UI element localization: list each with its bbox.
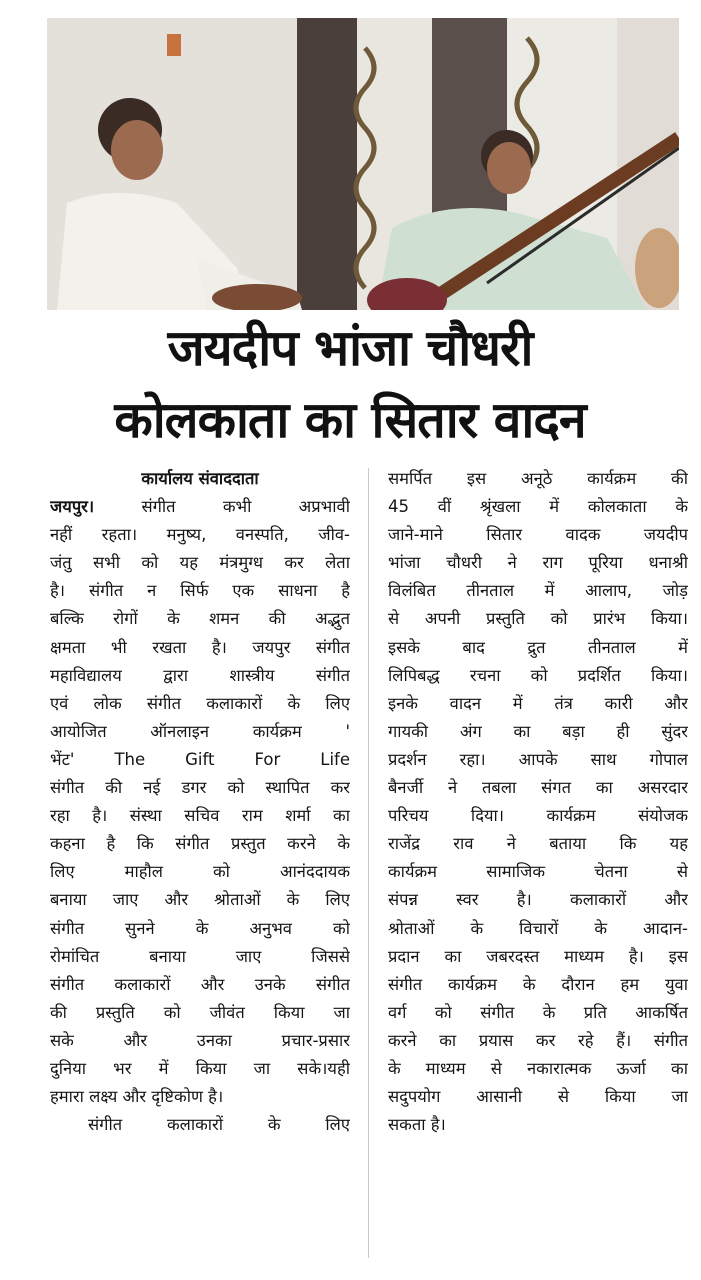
text-line: भेंट' The Gift For Life [50, 749, 350, 769]
text-line: सके और उनका प्रचार-प्रसार [50, 1030, 350, 1050]
text-line: बल्कि रोगों के शमन की अद्भुत [50, 609, 350, 629]
text-line: क्षमता भी रखता है। जयपुर संगीत [50, 637, 350, 657]
text-line: वर्ग को संगीत के प्रति आकर्षित [388, 1002, 688, 1022]
text-line: संगीत की नई डगर को स्थापित कर [50, 778, 350, 798]
text-line: संगीत सुनने के अनुभव को [50, 918, 350, 938]
text-line: कहना है कि संगीत प्रस्तुत करने के [50, 834, 350, 854]
text-line: महाविद्यालय द्वारा शास्त्रीय संगीत [50, 665, 350, 685]
text-line: लिपिबद्ध रचना को प्रदर्शित किया। [388, 665, 688, 685]
text-line: श्रोताओं के विचारों के आदान- [388, 918, 688, 938]
text-line: समर्पित इस अनूठे कार्यक्रम की [388, 469, 688, 488]
text-line: एवं लोक संगीत कलाकारों के लिए [50, 693, 350, 713]
text-line: बनाया जाए और श्रोताओं के लिए [50, 890, 350, 910]
column-divider [368, 468, 369, 1258]
text-line: प्रदान का जबरदस्त माध्यम है। इस [388, 946, 688, 966]
text-line: राजेंद्र राव ने बताया कि यह [388, 834, 688, 854]
text-line: की प्रस्तुति को जीवंत किया जा [50, 1002, 350, 1022]
text-line: बैनर्जी ने तबला संगत का असरदार [388, 778, 688, 798]
text-line: रहा है। संस्था सचिव राम शर्मा का [50, 806, 350, 826]
article-column-left [50, 465, 350, 1139]
text-line: सकता है। [388, 1115, 446, 1135]
article-column-right [388, 465, 688, 1139]
text-line: जयपुर। संगीत कभी अप्रभावी [50, 497, 350, 517]
photo-illustration [47, 18, 679, 310]
text-line: संगीत कलाकारों के लिए [88, 1115, 350, 1135]
headline-line-2: कोलकाता का सितार वादन [114, 391, 586, 449]
byline: कार्यालय संवाददाता [141, 469, 259, 488]
text-line: हमारा लक्ष्य और दृष्टिकोण है। [50, 1087, 224, 1107]
text-line: लिए माहौल को आनंददायक [50, 862, 350, 882]
text-line: विलंबित तीनताल में आलाप, जोड़ [388, 581, 688, 601]
text-line: 45 वीं श्रृंखला में कोलकाता के [388, 497, 688, 517]
text-line: नहीं रहता। मनुष्य, वनस्पति, जीव- [50, 525, 350, 545]
dateline: जयपुर। [50, 497, 95, 517]
text-line: इसके बाद द्रुत तीनताल में [388, 637, 688, 657]
text-line: सदुपयोग आसानी से किया जा [388, 1087, 688, 1107]
text-line: है। संगीत न सिर्फ एक साधना है [50, 581, 350, 601]
text-line: भांजा चौधरी ने राग पूरिया धनाश्री [388, 553, 688, 573]
text-line: से अपनी प्रस्तुति को प्रारंभ किया। [388, 609, 688, 629]
text-line: संपन्न स्वर है। कलाकारों और [388, 890, 688, 910]
text-line: जंतु सभी को यह मंत्रमुग्ध कर लेता [50, 553, 350, 573]
text-line: करने का प्रयास कर रहे हैं। संगीत [388, 1030, 688, 1050]
text-line: संगीत कलाकारों और उनके संगीत [50, 974, 350, 994]
text-line: रोमांचित बनाया जाए जिससे [50, 946, 350, 966]
text-line: जाने-माने सितार वादक जयदीप [388, 525, 688, 545]
headline-line-1: जयदीप भांजा चौधरी [167, 319, 533, 377]
text-line: आयोजित ऑनलाइन कार्यक्रम ' [50, 721, 350, 741]
text-line: इनके वादन में तंत्र कारी और [388, 693, 688, 713]
text-line: संगीत कार्यक्रम के दौरान हम युवा [388, 974, 688, 994]
news-photo-musicians [47, 18, 679, 310]
text-line: प्रदर्शन रहा। आपके साथ गोपाल [388, 749, 688, 769]
text-line: के माध्यम से नकारात्मक ऊर्जा का [388, 1058, 688, 1078]
text-line: परिचय दिया। कार्यक्रम संयोजक [388, 806, 688, 826]
text-line: कार्यक्रम सामाजिक चेतना से [388, 862, 688, 882]
text-line: गायकी अंग का बड़ा ही सुंदर [388, 721, 688, 741]
text-line: दुनिया भर में किया जा सके।यही [50, 1058, 350, 1078]
